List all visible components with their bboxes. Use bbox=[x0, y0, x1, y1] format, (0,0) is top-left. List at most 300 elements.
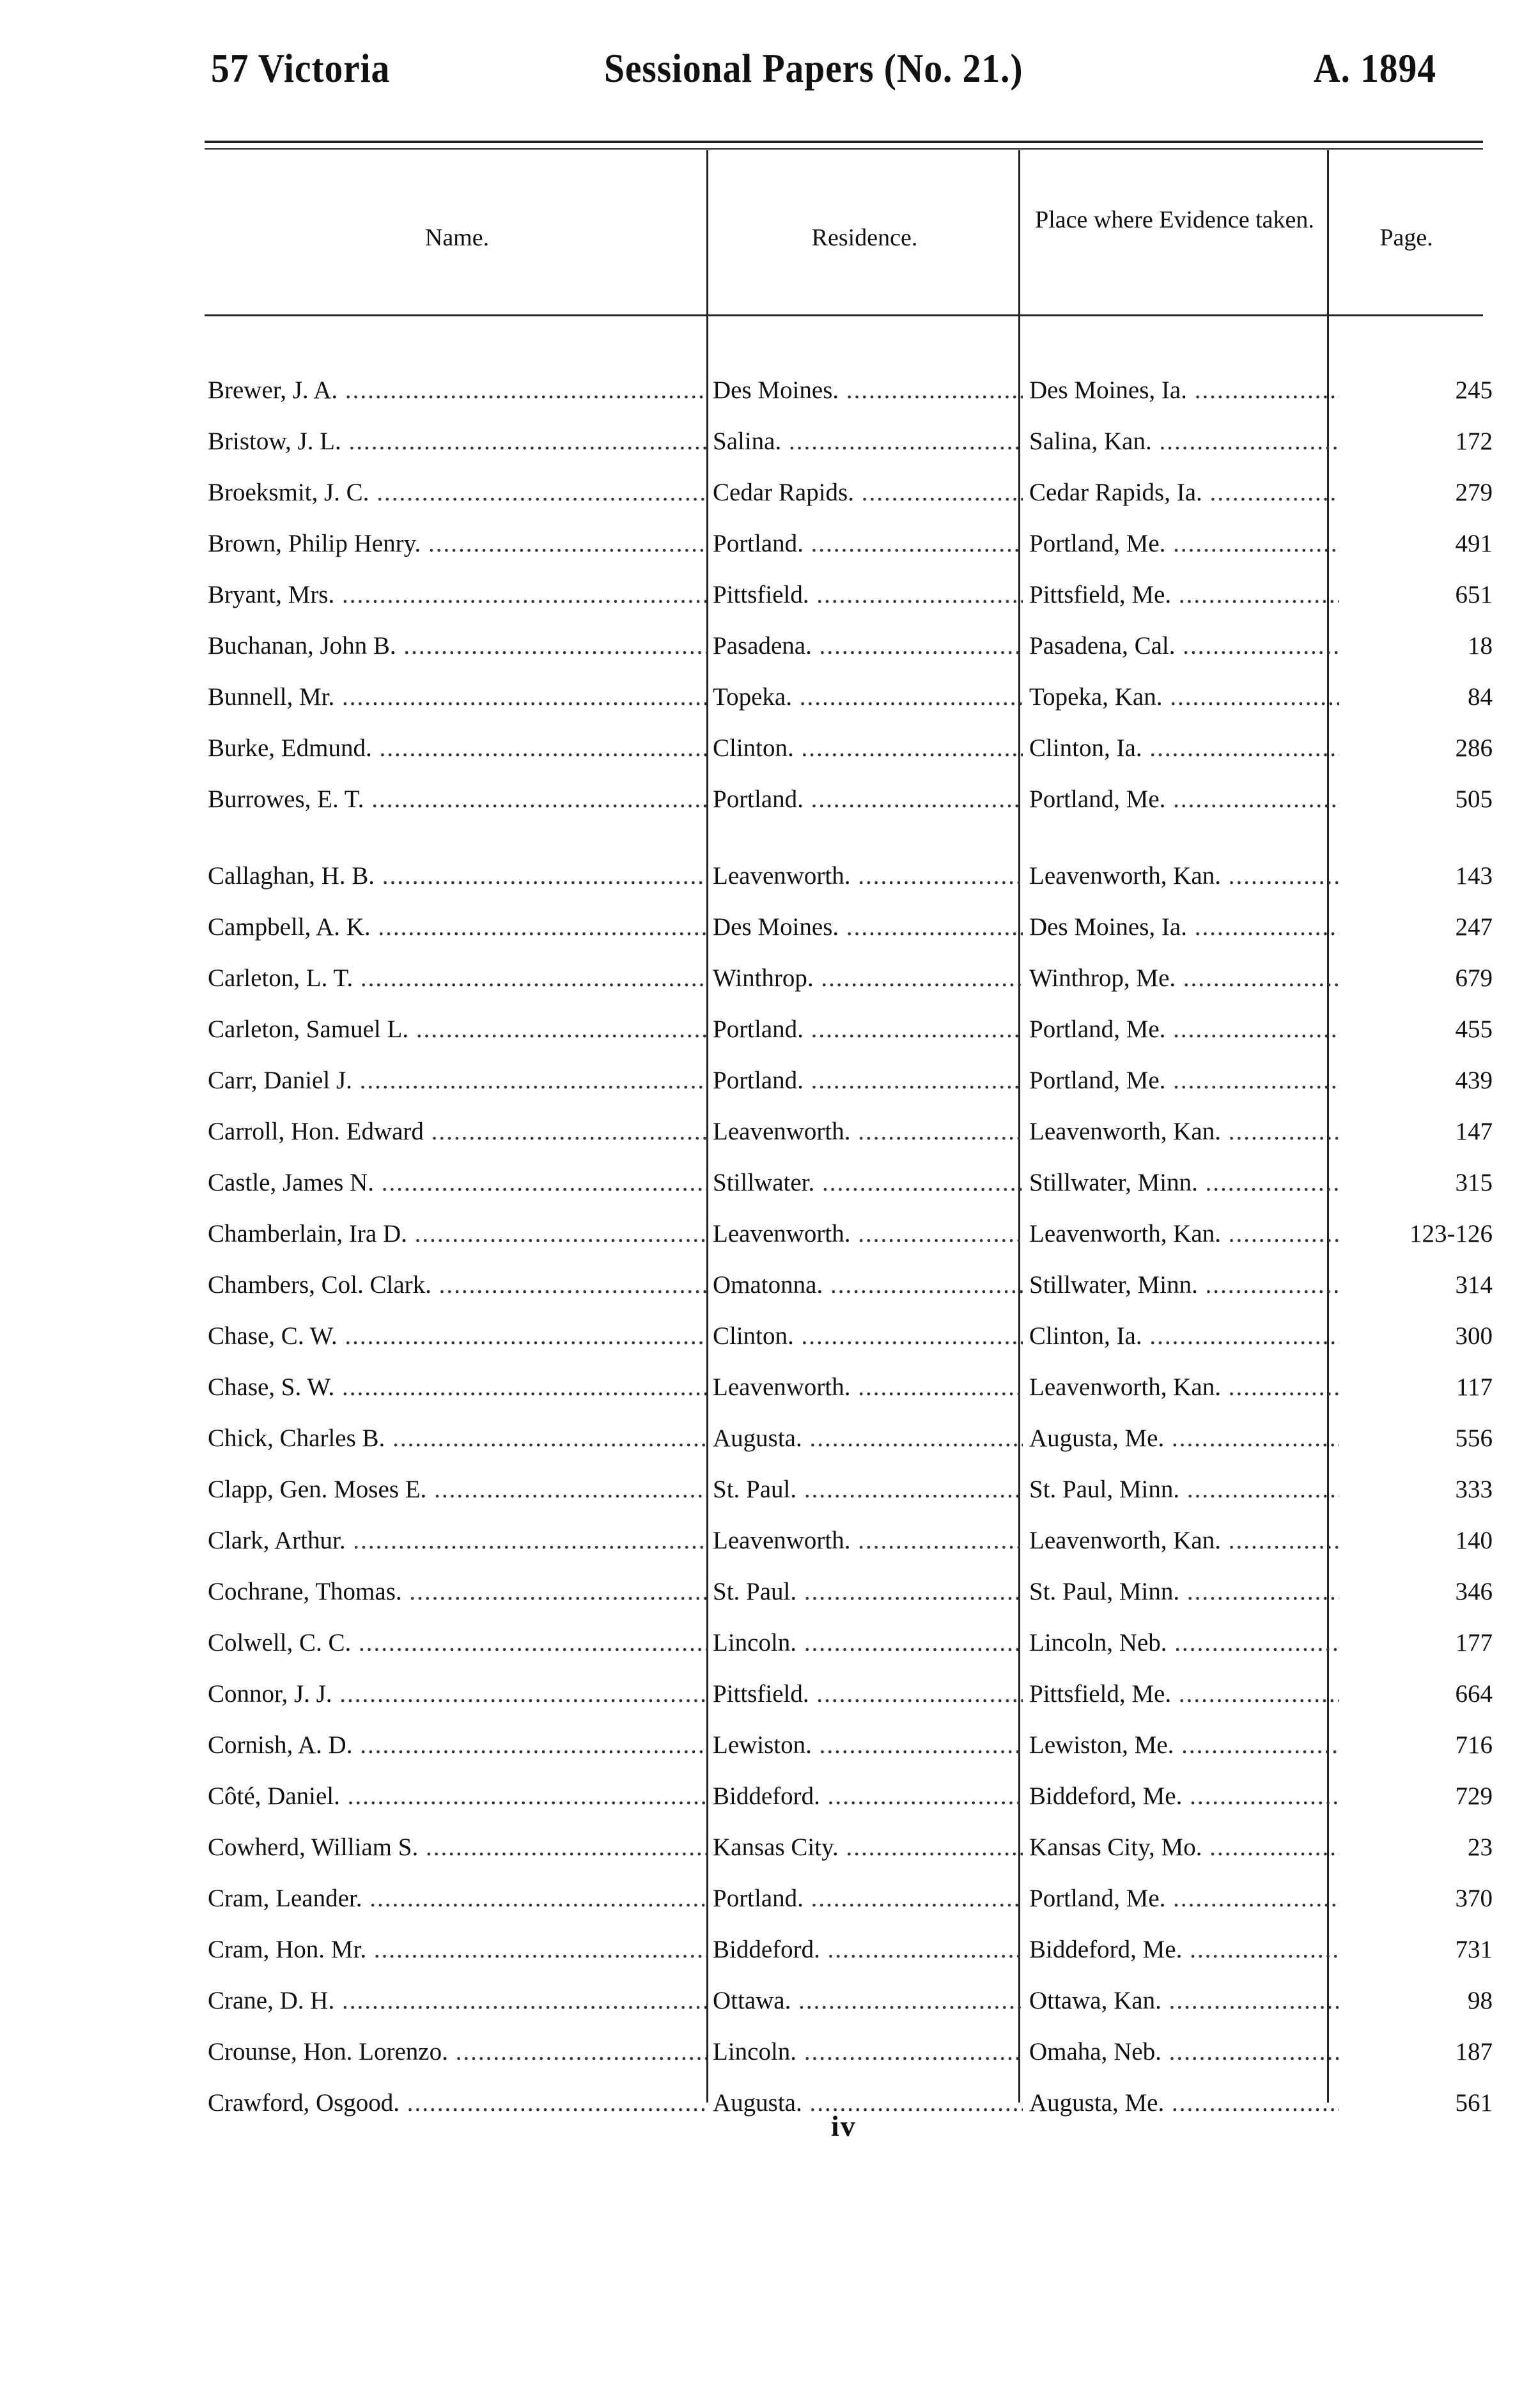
place-text: Portland, Me. ..... bbox=[1029, 1067, 1339, 1094]
place-text: Kansas City, Mo. ..... bbox=[1029, 1833, 1339, 1861]
page-text: 245 bbox=[1455, 376, 1493, 404]
cell-place bbox=[1023, 1668, 1339, 1719]
cell-residence bbox=[706, 467, 1023, 518]
cell-place bbox=[1023, 1515, 1339, 1566]
cell-residence bbox=[706, 1259, 1023, 1310]
place-text: Des Moines, Ia. ..... bbox=[1029, 913, 1339, 941]
cell-residence bbox=[706, 850, 1023, 901]
cell-place bbox=[1023, 1770, 1339, 1821]
cell-name bbox=[208, 569, 706, 620]
cell-name bbox=[208, 1821, 706, 1872]
page-text: 729 bbox=[1455, 1782, 1493, 1810]
cell-page bbox=[1339, 1106, 1499, 1157]
page-text: 140 bbox=[1455, 1526, 1493, 1554]
cell-name bbox=[208, 1054, 706, 1106]
cell-residence bbox=[706, 2026, 1023, 2077]
column-header-page: Page. bbox=[1379, 224, 1433, 251]
place-text: Leavenworth, Kan. ..... bbox=[1029, 1220, 1339, 1247]
index-table bbox=[208, 364, 1499, 2128]
residence-text: St. Paul. ..... bbox=[713, 1578, 1023, 1605]
residence-text: Augusta. ..... bbox=[713, 1424, 1023, 1452]
cell-name bbox=[208, 1003, 706, 1054]
cell-name bbox=[208, 850, 706, 901]
residence-text: Des Moines. ..... bbox=[713, 376, 1023, 404]
cell-place bbox=[1023, 1975, 1339, 2026]
residence-text: Kansas City. ..... bbox=[713, 1833, 1023, 1861]
cell-page bbox=[1339, 1566, 1499, 1617]
cell-place bbox=[1023, 850, 1339, 901]
cell-residence bbox=[706, 901, 1023, 952]
name-text: Burke, Edmund. ..... bbox=[208, 734, 706, 762]
residence-text: Pasadena. ..... bbox=[713, 632, 1023, 660]
cell-page bbox=[1339, 1872, 1499, 1924]
cell-name bbox=[208, 901, 706, 952]
cell-name bbox=[208, 722, 706, 773]
page-text: 314 bbox=[1455, 1270, 1493, 1299]
cell-name bbox=[208, 1872, 706, 1924]
cell-name bbox=[208, 415, 706, 467]
cell-place bbox=[1023, 1617, 1339, 1668]
name-text: Bristow, J. L. ..... bbox=[208, 428, 706, 455]
residence-text: Portland. ..... bbox=[713, 530, 1023, 557]
page-text: 491 bbox=[1455, 529, 1493, 557]
cell-page bbox=[1339, 2026, 1499, 2077]
name-text: Burrowes, E. T. ..... bbox=[208, 785, 706, 813]
cell-page bbox=[1339, 773, 1499, 824]
place-text: Leavenworth, Kan. ..... bbox=[1029, 1373, 1339, 1401]
table-row bbox=[208, 1719, 1499, 1770]
page-text: 346 bbox=[1455, 1577, 1493, 1605]
name-text: Cornish, A. D. ..... bbox=[208, 1731, 706, 1759]
residence-text: Portland. ..... bbox=[713, 1885, 1023, 1912]
cell-name bbox=[208, 773, 706, 824]
place-text: Stillwater, Minn. ..... bbox=[1029, 1271, 1339, 1299]
cell-name bbox=[208, 1259, 706, 1310]
cell-name bbox=[208, 518, 706, 569]
cell-place bbox=[1023, 722, 1339, 773]
cell-place bbox=[1023, 1821, 1339, 1872]
name-text: Chambers, Col. Clark. ..... bbox=[208, 1271, 706, 1299]
name-text: Connor, J. J. ..... bbox=[208, 1680, 706, 1708]
cell-name bbox=[208, 1361, 706, 1412]
cell-name bbox=[208, 1412, 706, 1463]
section-gap bbox=[208, 824, 1499, 850]
page-text: 439 bbox=[1455, 1066, 1493, 1094]
cell-place bbox=[1023, 2077, 1339, 2128]
cell-place bbox=[1023, 773, 1339, 824]
name-text: Clark, Arthur. ..... bbox=[208, 1527, 706, 1554]
place-text: Pittsfield, Me. ..... bbox=[1029, 581, 1339, 608]
residence-text: Pittsfield. ..... bbox=[713, 1680, 1023, 1708]
page-text: 561 bbox=[1455, 2088, 1493, 2117]
cell-page bbox=[1339, 671, 1499, 722]
place-text: Salina, Kan. ..... bbox=[1029, 428, 1339, 455]
cell-place bbox=[1023, 415, 1339, 467]
name-text: Campbell, A. K. ..... bbox=[208, 913, 706, 941]
place-text: Portland, Me. ..... bbox=[1029, 785, 1339, 813]
table-row bbox=[208, 1872, 1499, 1924]
name-text: Crane, D. H. ..... bbox=[208, 1987, 706, 2014]
name-text: Cram, Hon. Mr. ..... bbox=[208, 1936, 706, 1963]
name-text: Bunnell, Mr. ..... bbox=[208, 683, 706, 711]
cell-page bbox=[1339, 1412, 1499, 1463]
cell-page bbox=[1339, 1515, 1499, 1566]
residence-text: Omatonna. ..... bbox=[713, 1271, 1023, 1299]
residence-text: Lincoln. ..... bbox=[713, 2038, 1023, 2065]
name-text: Brown, Philip Henry. ..... bbox=[208, 530, 706, 557]
cell-page bbox=[1339, 569, 1499, 620]
place-text: Ottawa, Kan. ..... bbox=[1029, 1987, 1339, 2014]
page-text: 187 bbox=[1455, 2037, 1493, 2065]
residence-text: Augusta. ..... bbox=[713, 2089, 1023, 2117]
residence-text: Lincoln. ..... bbox=[713, 1629, 1023, 1656]
residence-text: Clinton. ..... bbox=[713, 734, 1023, 762]
residence-text: Pittsfield. ..... bbox=[713, 581, 1023, 608]
cell-residence bbox=[706, 1566, 1023, 1617]
residence-text: Biddeford. ..... bbox=[713, 1936, 1023, 1963]
table-row bbox=[208, 620, 1499, 671]
page-text: 172 bbox=[1455, 427, 1493, 455]
cell-place bbox=[1023, 620, 1339, 671]
volume-label: 57 Victoria bbox=[211, 45, 391, 91]
name-text: Brewer, J. A. ..... bbox=[208, 376, 706, 404]
cell-name bbox=[208, 1566, 706, 1617]
page-text: 123-126 bbox=[1410, 1219, 1493, 1247]
page-text: 731 bbox=[1455, 1935, 1493, 1963]
cell-name bbox=[208, 1310, 706, 1361]
page-text: 23 bbox=[1468, 1833, 1493, 1861]
cell-page bbox=[1339, 415, 1499, 467]
cell-page bbox=[1339, 1259, 1499, 1310]
name-text: Carleton, Samuel L. ..... bbox=[208, 1015, 706, 1043]
table-row bbox=[208, 1412, 1499, 1463]
cell-residence bbox=[706, 518, 1023, 569]
page-text: 98 bbox=[1468, 1986, 1493, 2014]
cell-name bbox=[208, 1770, 706, 1821]
cell-name bbox=[208, 1975, 706, 2026]
column-header-name: Name. bbox=[424, 224, 490, 251]
cell-name bbox=[208, 2077, 706, 2128]
table-row bbox=[208, 1566, 1499, 1617]
page-text: 18 bbox=[1468, 631, 1493, 660]
page-text: 84 bbox=[1468, 683, 1493, 711]
page-text: 716 bbox=[1455, 1731, 1493, 1759]
cell-name bbox=[208, 364, 706, 415]
table-row bbox=[208, 518, 1499, 569]
cell-page bbox=[1339, 1003, 1499, 1054]
cell-place bbox=[1023, 1054, 1339, 1106]
table-row bbox=[208, 671, 1499, 722]
cell-page bbox=[1339, 2077, 1499, 2128]
cell-name bbox=[208, 1208, 706, 1259]
cell-name bbox=[208, 952, 706, 1003]
cell-page bbox=[1339, 901, 1499, 952]
residence-text: Salina. ..... bbox=[713, 428, 1023, 455]
cell-name bbox=[208, 1719, 706, 1770]
place-text: Lewiston, Me. ..... bbox=[1029, 1731, 1339, 1759]
place-text: Pasadena, Cal. ..... bbox=[1029, 632, 1339, 660]
name-text: Carr, Daniel J. ..... bbox=[208, 1067, 706, 1094]
cell-name bbox=[208, 2026, 706, 2077]
cell-place bbox=[1023, 1719, 1339, 1770]
cell-page bbox=[1339, 722, 1499, 773]
residence-text: Des Moines. ..... bbox=[713, 913, 1023, 941]
cell-residence bbox=[706, 1157, 1023, 1208]
cell-residence bbox=[706, 364, 1023, 415]
column-header-residence: Residence. bbox=[811, 224, 918, 251]
cell-page bbox=[1339, 1821, 1499, 1872]
cell-residence bbox=[706, 671, 1023, 722]
table-row bbox=[208, 952, 1499, 1003]
table-row bbox=[208, 1668, 1499, 1719]
table-row bbox=[208, 1617, 1499, 1668]
cell-residence bbox=[706, 722, 1023, 773]
cell-name bbox=[208, 1924, 706, 1975]
name-text: Castle, James N. ..... bbox=[208, 1169, 706, 1196]
cell-residence bbox=[706, 1106, 1023, 1157]
cell-name bbox=[208, 620, 706, 671]
page-text: 286 bbox=[1455, 734, 1493, 762]
table-row bbox=[208, 1259, 1499, 1310]
cell-residence bbox=[706, 1770, 1023, 1821]
cell-residence bbox=[706, 415, 1023, 467]
name-text: Côté, Daniel. ..... bbox=[208, 1782, 706, 1810]
cell-place bbox=[1023, 901, 1339, 952]
table-row bbox=[208, 467, 1499, 518]
place-text: Biddeford, Me. ..... bbox=[1029, 1782, 1339, 1810]
name-text: Cochrane, Thomas. ..... bbox=[208, 1578, 706, 1605]
place-text: Des Moines, Ia. ..... bbox=[1029, 376, 1339, 404]
cell-page bbox=[1339, 1157, 1499, 1208]
cell-page bbox=[1339, 1668, 1499, 1719]
table-row bbox=[208, 1106, 1499, 1157]
name-text: Crawford, Osgood. ..... bbox=[208, 2089, 706, 2117]
cell-place bbox=[1023, 569, 1339, 620]
cell-page bbox=[1339, 952, 1499, 1003]
name-text: Clapp, Gen. Moses E. ..... bbox=[208, 1476, 706, 1503]
page-text: 370 bbox=[1455, 1884, 1493, 1912]
table-row bbox=[208, 415, 1499, 467]
cell-residence bbox=[706, 1617, 1023, 1668]
name-text: Callaghan, H. B. ..... bbox=[208, 862, 706, 890]
page-text: 117 bbox=[1456, 1373, 1493, 1401]
table-row bbox=[208, 1463, 1499, 1515]
page-text: 147 bbox=[1455, 1117, 1493, 1145]
cell-place bbox=[1023, 2026, 1339, 2077]
top-rule bbox=[205, 141, 1483, 143]
place-text: Leavenworth, Kan. ..... bbox=[1029, 1527, 1339, 1554]
page-text: 177 bbox=[1455, 1628, 1493, 1656]
page-text: 679 bbox=[1455, 964, 1493, 992]
table-row bbox=[208, 1770, 1499, 1821]
cell-place bbox=[1023, 1412, 1339, 1463]
column-header-place: Place where Evidence taken. bbox=[1035, 206, 1314, 233]
residence-text: St. Paul. ..... bbox=[713, 1476, 1023, 1503]
table-row bbox=[208, 850, 1499, 901]
place-text: Biddeford, Me. ..... bbox=[1029, 1936, 1339, 1963]
page-text: 651 bbox=[1455, 580, 1493, 608]
cell-place bbox=[1023, 1872, 1339, 1924]
place-text: Augusta, Me. ..... bbox=[1029, 1424, 1339, 1452]
cell-name bbox=[208, 1515, 706, 1566]
cell-residence bbox=[706, 1821, 1023, 1872]
cell-name bbox=[208, 1668, 706, 1719]
cell-place bbox=[1023, 467, 1339, 518]
cell-page bbox=[1339, 1208, 1499, 1259]
cell-residence bbox=[706, 1668, 1023, 1719]
residence-text: Stillwater. ..... bbox=[713, 1169, 1023, 1196]
name-text: Bryant, Mrs. ..... bbox=[208, 581, 706, 608]
name-text: Cram, Leander. ..... bbox=[208, 1885, 706, 1912]
cell-page bbox=[1339, 1975, 1499, 2026]
page-text: 143 bbox=[1455, 861, 1493, 890]
place-text: Stillwater, Minn. ..... bbox=[1029, 1169, 1339, 1196]
page-text: 333 bbox=[1455, 1475, 1493, 1503]
cell-residence bbox=[706, 1054, 1023, 1106]
cell-residence bbox=[706, 1003, 1023, 1054]
name-text: Chase, C. W. ..... bbox=[208, 1322, 706, 1350]
cell-page bbox=[1339, 1463, 1499, 1515]
header-rule bbox=[205, 314, 1483, 316]
cell-residence bbox=[706, 2077, 1023, 2128]
place-text: Lincoln, Neb. ..... bbox=[1029, 1629, 1339, 1656]
cell-place bbox=[1023, 952, 1339, 1003]
cell-name bbox=[208, 1106, 706, 1157]
cell-name bbox=[208, 671, 706, 722]
table-row bbox=[208, 901, 1499, 952]
page-number: iv bbox=[831, 2110, 857, 2142]
cell-page bbox=[1339, 467, 1499, 518]
table-row bbox=[208, 1975, 1499, 2026]
place-text: Clinton, Ia. ..... bbox=[1029, 1322, 1339, 1350]
cell-name bbox=[208, 467, 706, 518]
place-text: Leavenworth, Kan. ..... bbox=[1029, 862, 1339, 890]
page-text: 556 bbox=[1455, 1424, 1493, 1452]
name-text: Colwell, C. C. ..... bbox=[208, 1629, 706, 1656]
cell-place bbox=[1023, 1259, 1339, 1310]
cell-residence bbox=[706, 1208, 1023, 1259]
cell-page bbox=[1339, 850, 1499, 901]
page-text: 300 bbox=[1455, 1322, 1493, 1350]
cell-residence bbox=[706, 569, 1023, 620]
table-row bbox=[208, 1310, 1499, 1361]
cell-residence bbox=[706, 1975, 1023, 2026]
cell-residence bbox=[706, 1412, 1023, 1463]
cell-residence bbox=[706, 1872, 1023, 1924]
residence-text: Leavenworth. ..... bbox=[713, 1527, 1023, 1554]
cell-residence bbox=[706, 1361, 1023, 1412]
page-text: 315 bbox=[1455, 1168, 1493, 1196]
table-row bbox=[208, 1515, 1499, 1566]
cell-page bbox=[1339, 1719, 1499, 1770]
name-text: Chase, S. W. ..... bbox=[208, 1373, 706, 1401]
residence-text: Cedar Rapids. ..... bbox=[713, 479, 1023, 506]
cell-place bbox=[1023, 1106, 1339, 1157]
cell-page bbox=[1339, 364, 1499, 415]
cell-place bbox=[1023, 1003, 1339, 1054]
table-row bbox=[208, 1208, 1499, 1259]
residence-text: Leavenworth. ..... bbox=[713, 1220, 1023, 1247]
cell-page bbox=[1339, 1361, 1499, 1412]
table-row bbox=[208, 1924, 1499, 1975]
table-row bbox=[208, 1821, 1499, 1872]
place-text: St. Paul, Minn. ..... bbox=[1029, 1476, 1339, 1503]
residence-text: Clinton. ..... bbox=[713, 1322, 1023, 1350]
residence-text: Leavenworth. ..... bbox=[713, 1118, 1023, 1145]
table-row bbox=[208, 722, 1499, 773]
cell-place bbox=[1023, 671, 1339, 722]
place-text: Clinton, Ia. ..... bbox=[1029, 734, 1339, 762]
table-row bbox=[208, 1003, 1499, 1054]
place-text: Omaha, Neb. ..... bbox=[1029, 2038, 1339, 2065]
cell-residence bbox=[706, 1924, 1023, 1975]
top-rule-thin bbox=[205, 148, 1483, 150]
cell-page bbox=[1339, 1924, 1499, 1975]
residence-text: Portland. ..... bbox=[713, 785, 1023, 813]
page-header bbox=[0, 45, 1538, 115]
cell-page bbox=[1339, 620, 1499, 671]
cell-residence bbox=[706, 620, 1023, 671]
cell-place bbox=[1023, 1566, 1339, 1617]
table-row bbox=[208, 2026, 1499, 2077]
cell-name bbox=[208, 1463, 706, 1515]
residence-text: Portland. ..... bbox=[713, 1067, 1023, 1094]
page-text: 505 bbox=[1455, 785, 1493, 813]
residence-text: Leavenworth. ..... bbox=[713, 862, 1023, 890]
cell-page bbox=[1339, 1617, 1499, 1668]
place-text: Portland, Me. ..... bbox=[1029, 1885, 1339, 1912]
name-text: Buchanan, John B. ..... bbox=[208, 632, 706, 660]
place-text: Winthrop, Me. ..... bbox=[1029, 964, 1339, 992]
cell-place bbox=[1023, 518, 1339, 569]
page-text: 455 bbox=[1455, 1015, 1493, 1043]
residence-text: Leavenworth. ..... bbox=[713, 1373, 1023, 1401]
residence-text: Ottawa. ..... bbox=[713, 1987, 1023, 2014]
year-label: A. 1894 bbox=[1314, 45, 1436, 91]
place-text: Portland, Me. ..... bbox=[1029, 1015, 1339, 1043]
cell-page bbox=[1339, 1770, 1499, 1821]
table-row bbox=[208, 1157, 1499, 1208]
name-text: Crounse, Hon. Lorenzo. ..... bbox=[208, 2038, 706, 2065]
residence-text: Winthrop. ..... bbox=[713, 964, 1023, 992]
cell-place bbox=[1023, 364, 1339, 415]
page-text: 247 bbox=[1455, 913, 1493, 941]
place-text: Topeka, Kan. ..... bbox=[1029, 683, 1339, 711]
cell-residence bbox=[706, 1719, 1023, 1770]
place-text: Augusta, Me. ..... bbox=[1029, 2089, 1339, 2117]
cell-residence bbox=[706, 952, 1023, 1003]
table-row bbox=[208, 364, 1499, 415]
cell-residence bbox=[706, 773, 1023, 824]
name-text: Cowherd, William S. ..... bbox=[208, 1833, 706, 1861]
residence-text: Topeka. ..... bbox=[713, 683, 1023, 711]
residence-text: Portland. ..... bbox=[713, 1015, 1023, 1043]
place-text: Leavenworth, Kan. ..... bbox=[1029, 1118, 1339, 1145]
cell-residence bbox=[706, 1515, 1023, 1566]
document-title: Sessional Papers (No. 21.) bbox=[604, 45, 1023, 91]
name-text: Carroll, Hon. Edward ..... bbox=[208, 1118, 706, 1145]
table-row bbox=[208, 1054, 1499, 1106]
cell-residence bbox=[706, 1310, 1023, 1361]
place-text: Pittsfield, Me. ..... bbox=[1029, 1680, 1339, 1708]
table-row bbox=[208, 1361, 1499, 1412]
cell-page bbox=[1339, 1310, 1499, 1361]
place-text: Portland, Me. ..... bbox=[1029, 530, 1339, 557]
name-text: Carleton, L. T. ..... bbox=[208, 964, 706, 992]
cell-name bbox=[208, 1157, 706, 1208]
cell-place bbox=[1023, 1157, 1339, 1208]
cell-place bbox=[1023, 1924, 1339, 1975]
